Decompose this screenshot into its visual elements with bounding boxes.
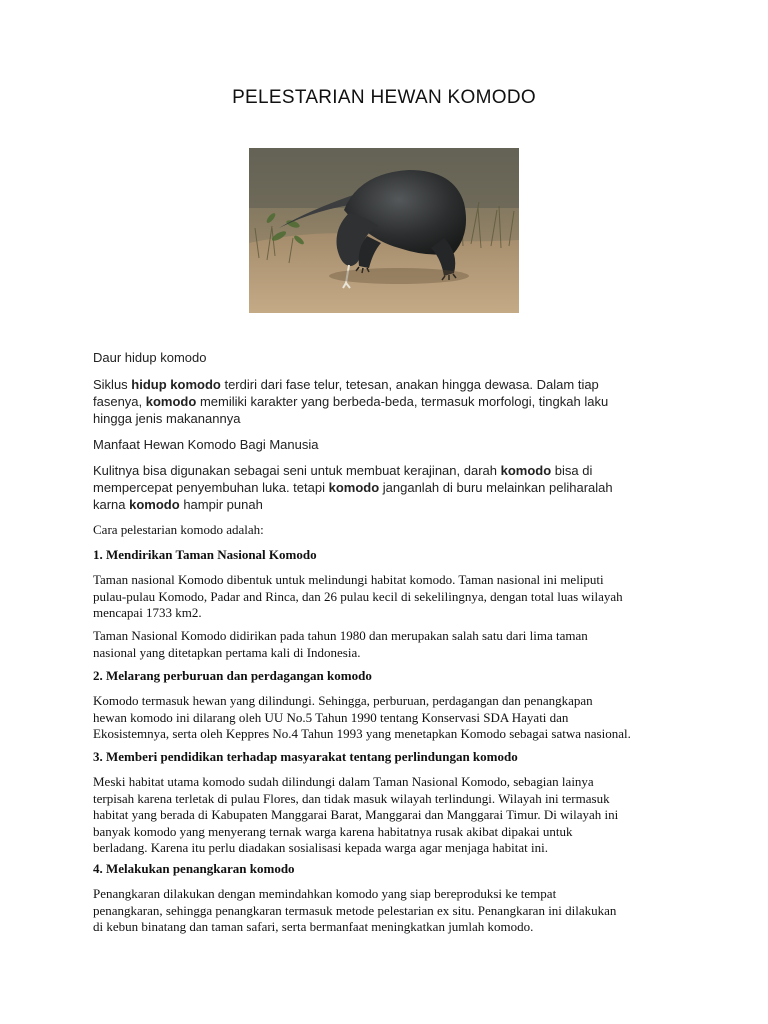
point-4-paragraph-1 <box>93 886 683 936</box>
text-line: Taman Nasional Komodo didirikan pada tahun 1980 dan merupakan salah satu dari lima taman <box>93 628 588 643</box>
text-segment: fasenya, <box>93 394 146 409</box>
point-heading-1: 1. Mendirikan Taman Nasional Komodo <box>93 547 317 562</box>
text-line: terpisah karena terletak di pulau Flores, dan tidak masuk wilayah terlindungi. Wilayah ini termasuk <box>93 790 610 806</box>
text-line <box>93 479 693 496</box>
paragraph-life-cycle <box>93 376 693 427</box>
text-line: habitat yang berada di Kabupaten Manggarai Barat, Manggarai dan Manggarai Timur. Di wilayah ini <box>93 807 619 822</box>
text-line: nasional yang ditetapkan pertama kali di Indonesia. <box>93 644 361 660</box>
text-segment: hampir punah <box>179 497 263 512</box>
point-heading-3: 3. Memberi pendidikan terhadap masyarakat tentang perlindungan komodo <box>93 749 518 764</box>
text-segment: mempercepat penyembuhan luka. tetapi <box>93 480 329 495</box>
text-line <box>93 496 693 513</box>
text-line: berladang. Karena itu perlu diadakan sosialisasi kepada warga agar menjaga habitat ini. <box>93 840 548 855</box>
section-heading-benefits: Manfaat Hewan Komodo Bagi Manusia <box>93 437 319 452</box>
point-heading-2: 2. Melarang perburuan dan perdagangan komodo <box>93 668 372 683</box>
text-line: Taman nasional Komodo dibentuk untuk melindungi habitat komodo. Taman nasional ini meliputi <box>93 572 604 587</box>
text-line: penangkaran, sehingga penangkaran termasuk metode pelestarian ex situ. Penangkaran ini dilakukan <box>93 902 617 918</box>
text-line: Penangkaran dilakukan dengan memindahkan komodo yang siap bereproduksi ke tempat <box>93 886 557 901</box>
page-title: PELESTARIAN HEWAN KOMODO <box>232 87 536 108</box>
bold-keyword: komodo <box>328 480 380 495</box>
text-segment: karna <box>93 497 130 512</box>
text-line <box>93 410 693 427</box>
text-line <box>93 462 693 479</box>
text-segment: memiliki karakter yang berbeda-beda, termasuk morfologi, tingkah laku <box>196 394 609 409</box>
text-line: pulau-pulau Komodo, Padar and Rinca, dan 26 pulau kecil di sekelilingnya, dengan total luas wilayah <box>93 588 623 604</box>
bold-keyword: komodo <box>129 497 180 512</box>
text-segment: Kulitnya bisa digunakan sebagai seni untuk membuat kerajinan, darah <box>93 463 501 478</box>
text-segment: terdiri dari fase telur, tetesan, anakan hingga dewasa. Dalam tiap <box>220 377 599 392</box>
text-line: banyak komodo yang menyerang ternak warga karena habitatnya rusak akibat dipakai untuk <box>93 823 573 839</box>
section-heading-life-cycle: Daur hidup komodo <box>93 350 207 365</box>
text-line: hewan komodo ini dilarang oleh UU No.5 Tahun 1990 tentang Konservasi SDA Hayati dan <box>93 709 569 725</box>
komodo-photo <box>249 148 519 313</box>
bold-keyword: hidup komodo <box>131 377 221 392</box>
point-heading-4: 4. Melakukan penangkaran komodo <box>93 861 295 876</box>
text-line: Ekosistemnya, serta oleh Keppres No.4 Tahun 1993 yang menetapkan Komodo sebagai satwa nasional. <box>93 726 631 741</box>
point-3-paragraph-1 <box>93 774 683 857</box>
point-2-paragraph-1 <box>93 693 683 743</box>
point-1-paragraph-1 <box>93 572 683 622</box>
text-line <box>93 376 693 393</box>
point-1-paragraph-2 <box>93 628 683 661</box>
paragraph-benefits <box>93 462 693 513</box>
text-segment: Siklus <box>93 377 132 392</box>
text-line: mencapai 1733 km2. <box>93 605 202 620</box>
text-segment: janganlah di buru melainkan peliharalah <box>379 480 613 495</box>
text-segment: bisa di <box>551 463 593 478</box>
bold-keyword: komodo <box>500 463 552 478</box>
intro-text: Cara pelestarian komodo adalah: <box>93 522 264 537</box>
bold-keyword: komodo <box>145 394 197 409</box>
text-segment: hingga jenis makanannya <box>93 411 241 426</box>
text-line: Komodo termasuk hewan yang dilindungi. Sehingga, perburuan, perdagangan dan penangkapan <box>93 693 593 708</box>
text-line: di kebun binatang dan taman safari, serta bermanfaat meningkatkan jumlah komodo. <box>93 919 534 934</box>
text-line <box>93 393 693 410</box>
text-line: Meski habitat utama komodo sudah dilindungi dalam Taman Nasional Komodo, sebagian lainya <box>93 774 594 789</box>
